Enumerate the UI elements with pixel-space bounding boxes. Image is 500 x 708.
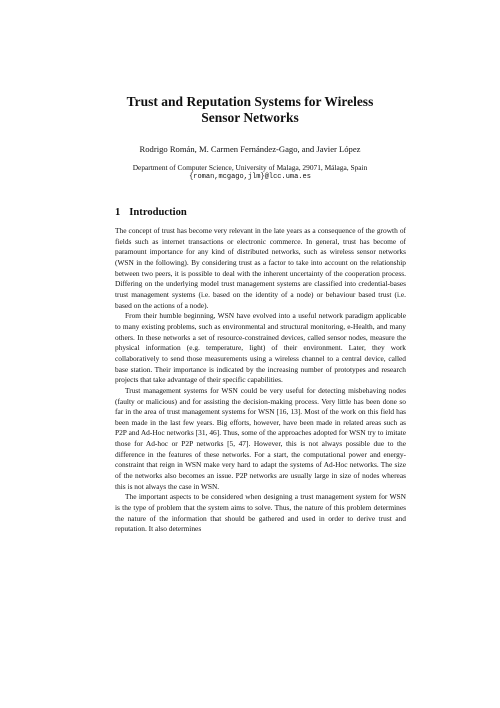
paragraph: The important aspects to be considered when designing a trust management system for WSN is the type of problem that the system aims to solve. Thus, the nature of this problem determines the nature of the information that should be gathered and used in order to derive trust and reputation. It also determines (115, 492, 406, 534)
author-list: Rodrigo Román, M. Carmen Fernández-Gago, and Javier López (139, 144, 361, 154)
email-address: {roman,mcgago,jlm}@lcc.uma.es (189, 172, 311, 181)
section-title: Introduction (129, 207, 187, 218)
paragraph: From their humble beginning, WSN have evolved into a useful network paradigm applicable to many existing problems, such as environmental and structural monitoring, e-Health, and many others. In these networks a set of resource-constrained devices, called sensor nodes, measure the physical information (e.g. temperature, light) of their environment. Later, they work collaboratively to send those measurements using a wireless channel to a central device, called base station. Their importance is indicated by the increasing number of prototypes and research projects that take advantage of their specific capabilities. (115, 311, 406, 385)
paragraph: Trust management systems for WSN could be very useful for detecting misbehaving nodes (faulty or malicious) and for assisting the decision-making process. Very little has been done so far in the area of trust management systems for WSN [16, 13]. Most of the work on this field has been made in the last few years. Big efforts, however, have been made in related areas such as P2P and Ad-Hoc networks [31, 46]. Thus, some of the approaches adopted for WSN try to imitate those for Ad-hoc or P2P networks [5, 47]. However, this is not always possible due to the difference in the features of these networks. For a start, the computational power and energy-constraint that reign in WSN make very hard to adapt the systems of Ad-Hoc networks. The size of the networks also becomes an issue. P2P networks are usually large in size of nodes whereas this is not always the case in WSN. (115, 385, 406, 491)
paragraph: The concept of trust has become very relevant in the late years as a consequence of the growth of fields such as internet transactions or electronic commerce. In general, trust has become of paramount importance for any kind of distributed networks, such as wireless sensor networks (WSN in the following). By considering trust as a factor to take into account on the relationship between two peers, it is possible to deal with the inherent uncertainty of the cooperation process. Differing on the underlying model trust management systems are classified into credential-bases trust management systems (i.e. based on the identity of a node) or behaviour based trust (i.e. based on the actions of a node). (115, 226, 406, 310)
section-number: 1 (115, 207, 121, 218)
section-body (115, 226, 406, 535)
section-heading (115, 207, 187, 219)
title-line-1: Trust and Reputation Systems for Wireless (126, 94, 374, 109)
title-line-2: Sensor Networks (201, 110, 299, 125)
affiliation-block (60, 163, 440, 182)
paper-title (80, 94, 420, 126)
affiliation: Department of Computer Science, University of Malaga, 29071, Málaga, Spain (132, 163, 368, 172)
